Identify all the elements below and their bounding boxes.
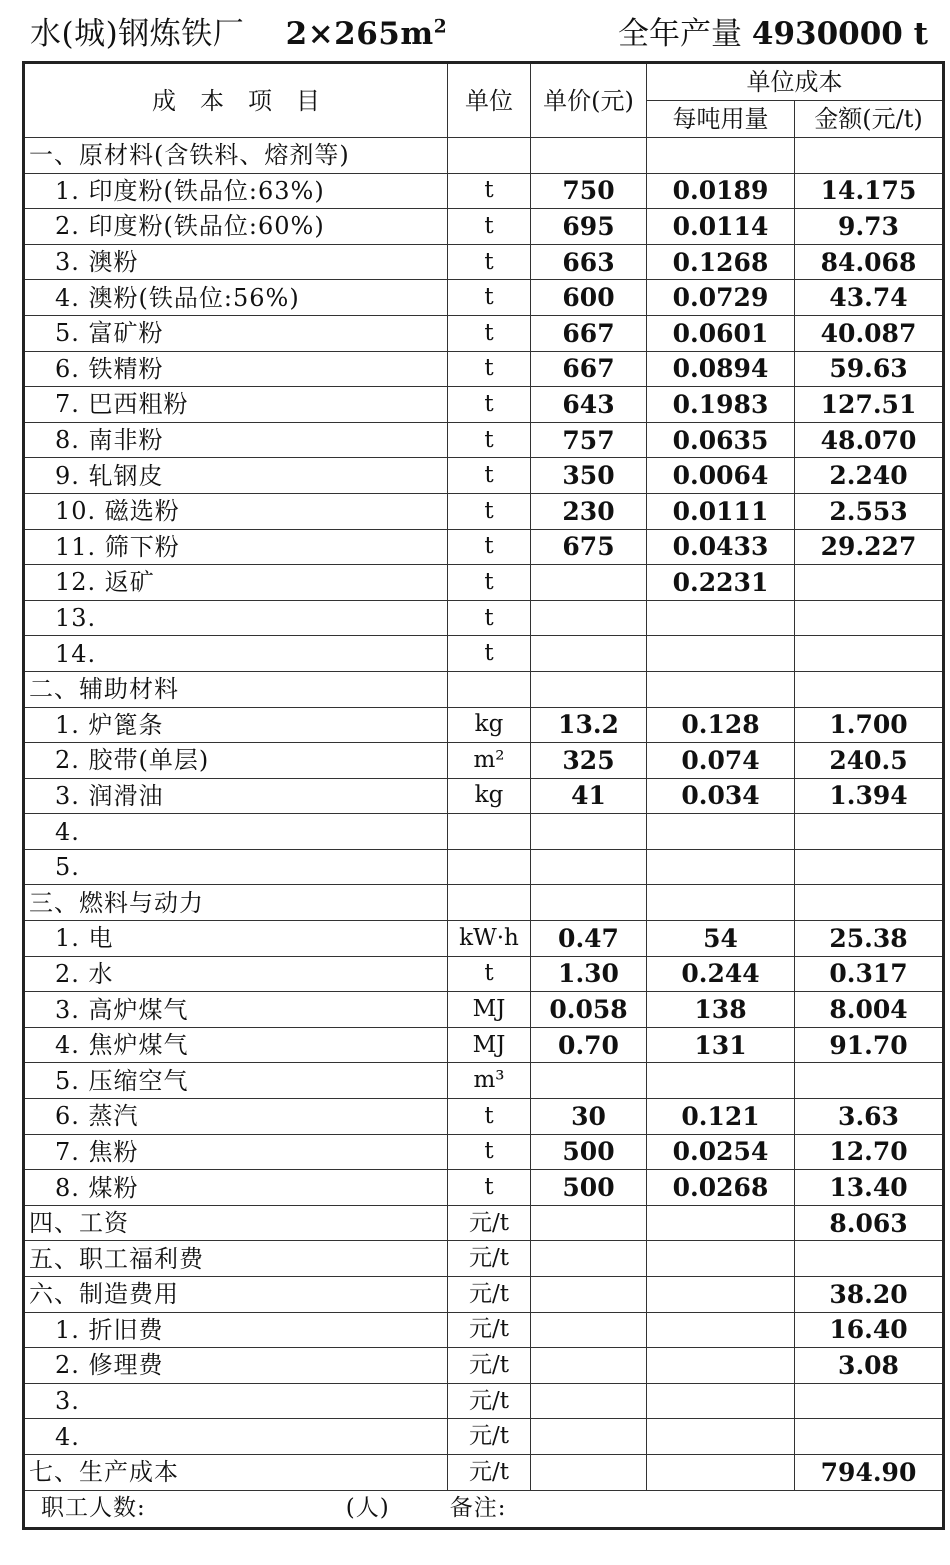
table-row	[24, 1454, 944, 1490]
cell-usage: 0.1983	[647, 387, 795, 423]
cell-price: 695	[531, 209, 647, 245]
cell-usage: 0.2231	[647, 565, 795, 601]
table-row	[24, 885, 944, 921]
col-header-usage: 每吨用量	[647, 101, 795, 138]
cell-unit: t	[448, 636, 531, 672]
cell-usage	[647, 600, 795, 636]
cell-unit: m²	[448, 743, 531, 779]
cell-unit: t	[448, 956, 531, 992]
cell-usage: 0.0894	[647, 351, 795, 387]
cell-unit: t	[448, 351, 531, 387]
annual-output-value: 4930000 t	[751, 16, 928, 52]
cell-usage	[647, 671, 795, 707]
cell-item: 3. 润滑油	[24, 778, 448, 814]
cell-usage: 0.1268	[647, 244, 795, 280]
table-row	[24, 778, 944, 814]
cell-unit: t	[448, 387, 531, 423]
cell-price: 13.2	[531, 707, 647, 743]
plant-title	[30, 8, 447, 53]
cell-item: 3. 澳粉	[24, 244, 448, 280]
cell-usage: 0.0189	[647, 173, 795, 209]
cell-price: 350	[531, 458, 647, 494]
cell-usage: 0.0114	[647, 209, 795, 245]
cell-usage	[647, 814, 795, 850]
table-row	[24, 1241, 944, 1277]
table-row	[24, 1383, 944, 1419]
cell-unit: t	[448, 209, 531, 245]
cell-unit: 元/t	[448, 1312, 531, 1348]
cell-usage: 0.0254	[647, 1134, 795, 1170]
cell-price: 0.70	[531, 1027, 647, 1063]
cell-unit	[448, 138, 531, 174]
table-row	[24, 173, 944, 209]
cell-unit: kg	[448, 778, 531, 814]
cell-unit: kW·h	[448, 921, 531, 957]
cell-amount: 84.068	[795, 244, 944, 280]
cell-amount	[795, 1241, 944, 1277]
cell-item: 七、生产成本	[24, 1454, 448, 1490]
cell-price: 663	[531, 244, 647, 280]
cell-amount: 0.317	[795, 956, 944, 992]
cell-unit: t	[448, 315, 531, 351]
col-header-price: 单价(元)	[531, 63, 647, 138]
annual-output	[618, 8, 928, 53]
annual-output-label: 全年产量	[618, 16, 743, 52]
cell-item: 9. 轧钢皮	[24, 458, 448, 494]
cell-usage: 138	[647, 992, 795, 1028]
table-row	[24, 1027, 944, 1063]
cell-price	[531, 1312, 647, 1348]
cell-item: 8. 煤粉	[24, 1170, 448, 1206]
cell-amount: 25.38	[795, 921, 944, 957]
table-row	[24, 315, 944, 351]
cell-usage	[647, 1419, 795, 1455]
table-row	[24, 209, 944, 245]
table-row	[24, 992, 944, 1028]
cell-item: 六、制造费用	[24, 1277, 448, 1313]
cell-unit	[448, 814, 531, 850]
cell-price	[531, 1241, 647, 1277]
cell-usage	[647, 1063, 795, 1099]
cell-unit: t	[448, 244, 531, 280]
cell-amount: 2.553	[795, 493, 944, 529]
cell-item: 6. 铁精粉	[24, 351, 448, 387]
cell-amount	[795, 1383, 944, 1419]
cell-price	[531, 636, 647, 672]
cell-amount: 9.73	[795, 209, 944, 245]
cell-price	[531, 885, 647, 921]
cell-usage	[647, 636, 795, 672]
table-row	[24, 707, 944, 743]
footer-row	[24, 1490, 944, 1528]
cell-unit	[448, 849, 531, 885]
cell-usage	[647, 1348, 795, 1384]
cell-usage	[647, 1241, 795, 1277]
cost-table	[22, 61, 945, 1530]
cell-item: 1. 折旧费	[24, 1312, 448, 1348]
cell-item: 2. 胶带(单层)	[24, 743, 448, 779]
cell-item: 二、辅助材料	[24, 671, 448, 707]
cell-price	[531, 1419, 647, 1455]
table-row	[24, 422, 944, 458]
cell-item: 5.	[24, 849, 448, 885]
cell-item: 3.	[24, 1383, 448, 1419]
cell-price: 667	[531, 315, 647, 351]
cell-item: 8. 南非粉	[24, 422, 448, 458]
cell-amount: 8.004	[795, 992, 944, 1028]
cell-unit: MJ	[448, 1027, 531, 1063]
cell-amount: 12.70	[795, 1134, 944, 1170]
cell-item: 10. 磁选粉	[24, 493, 448, 529]
cell-unit: t	[448, 458, 531, 494]
cell-unit: t	[448, 529, 531, 565]
cell-usage	[647, 1277, 795, 1313]
cell-usage: 0.0111	[647, 493, 795, 529]
cell-price	[531, 138, 647, 174]
cell-price: 1.30	[531, 956, 647, 992]
cell-item: 4. 澳粉(铁品位:56%)	[24, 280, 448, 316]
cell-usage	[647, 849, 795, 885]
cell-amount	[795, 1063, 944, 1099]
cell-price: 230	[531, 493, 647, 529]
table-row	[24, 956, 944, 992]
cell-usage	[647, 885, 795, 921]
cell-price	[531, 1205, 647, 1241]
cell-usage: 0.0729	[647, 280, 795, 316]
cell-unit: t	[448, 565, 531, 601]
staff-count-label: 职工人数:	[41, 1495, 146, 1522]
cell-price: 325	[531, 743, 647, 779]
table-row	[24, 1134, 944, 1170]
cell-unit: 元/t	[448, 1383, 531, 1419]
cell-amount	[795, 138, 944, 174]
cell-amount	[795, 885, 944, 921]
cell-amount: 48.070	[795, 422, 944, 458]
table-row	[24, 1348, 944, 1384]
cell-price: 41	[531, 778, 647, 814]
table-row	[24, 565, 944, 601]
cell-price	[531, 849, 647, 885]
cell-item: 5. 富矿粉	[24, 315, 448, 351]
cell-usage: 0.121	[647, 1099, 795, 1135]
table-row	[24, 1419, 944, 1455]
cell-price: 667	[531, 351, 647, 387]
cell-price	[531, 565, 647, 601]
cell-price	[531, 1277, 647, 1313]
cell-usage: 0.0433	[647, 529, 795, 565]
cell-price: 750	[531, 173, 647, 209]
cell-usage: 0.074	[647, 743, 795, 779]
cell-unit: 元/t	[448, 1419, 531, 1455]
cell-item: 四、工资	[24, 1205, 448, 1241]
cell-item: 11. 筛下粉	[24, 529, 448, 565]
cell-price	[531, 1454, 647, 1490]
cell-amount	[795, 600, 944, 636]
table-row	[24, 921, 944, 957]
cell-amount	[795, 814, 944, 850]
cell-price	[531, 600, 647, 636]
cell-amount	[795, 1419, 944, 1455]
table-row	[24, 458, 944, 494]
table-row	[24, 600, 944, 636]
table-row	[24, 814, 944, 850]
col-header-item: 成 本 项 目	[24, 63, 448, 138]
col-header-amount: 金额(元/t)	[795, 101, 944, 138]
cell-item: 14.	[24, 636, 448, 672]
cell-item: 2. 修理费	[24, 1348, 448, 1384]
cell-amount: 16.40	[795, 1312, 944, 1348]
cell-item: 1. 印度粉(铁品位:63%)	[24, 173, 448, 209]
table-row	[24, 529, 944, 565]
cell-usage: 131	[647, 1027, 795, 1063]
cell-amount: 59.63	[795, 351, 944, 387]
plant-name: 水(城)钢炼铁厂	[30, 16, 245, 52]
cell-item: 三、燃料与动力	[24, 885, 448, 921]
cell-item: 5. 压缩空气	[24, 1063, 448, 1099]
cell-unit	[448, 885, 531, 921]
cell-item: 五、职工福利费	[24, 1241, 448, 1277]
cell-amount: 794.90	[795, 1454, 944, 1490]
cell-usage	[647, 1312, 795, 1348]
cell-unit: 元/t	[448, 1348, 531, 1384]
cell-item: 7. 巴西粗粉	[24, 387, 448, 423]
cell-price: 643	[531, 387, 647, 423]
cell-usage: 0.244	[647, 956, 795, 992]
cell-amount: 8.063	[795, 1205, 944, 1241]
cell-item: 12. 返矿	[24, 565, 448, 601]
cell-unit: t	[448, 422, 531, 458]
cell-usage: 0.128	[647, 707, 795, 743]
col-header-unit: 单位	[448, 63, 531, 138]
cell-item: 13.	[24, 600, 448, 636]
cell-amount: 91.70	[795, 1027, 944, 1063]
table-row	[24, 280, 944, 316]
cell-price: 600	[531, 280, 647, 316]
cell-price: 675	[531, 529, 647, 565]
cell-price: 500	[531, 1170, 647, 1206]
staff-count-unit: (人)	[345, 1495, 390, 1522]
cell-item: 1. 电	[24, 921, 448, 957]
table-row	[24, 138, 944, 174]
cell-usage	[647, 1454, 795, 1490]
cell-item: 2. 水	[24, 956, 448, 992]
cell-usage	[647, 138, 795, 174]
cell-usage: 0.0064	[647, 458, 795, 494]
cell-item: 2. 印度粉(铁品位:60%)	[24, 209, 448, 245]
plant-capacity: $2\times 265m^2$	[285, 16, 448, 52]
cell-item: 4.	[24, 1419, 448, 1455]
cell-amount: 1.700	[795, 707, 944, 743]
cell-unit: t	[448, 1134, 531, 1170]
cell-item: 4. 焦炉煤气	[24, 1027, 448, 1063]
cell-amount: 14.175	[795, 173, 944, 209]
cell-amount: 3.63	[795, 1099, 944, 1135]
cell-price: 500	[531, 1134, 647, 1170]
cell-amount	[795, 849, 944, 885]
cell-price	[531, 1348, 647, 1384]
cell-unit: 元/t	[448, 1241, 531, 1277]
cell-usage	[647, 1205, 795, 1241]
table-row	[24, 387, 944, 423]
cell-amount: 40.087	[795, 315, 944, 351]
cell-amount: 2.240	[795, 458, 944, 494]
cell-amount	[795, 636, 944, 672]
cell-unit: kg	[448, 707, 531, 743]
cell-unit: t	[448, 493, 531, 529]
cell-amount: 1.394	[795, 778, 944, 814]
cell-usage: 54	[647, 921, 795, 957]
table-row	[24, 671, 944, 707]
cell-unit: 元/t	[448, 1454, 531, 1490]
cell-item: 4.	[24, 814, 448, 850]
cell-unit: t	[448, 280, 531, 316]
cell-price: 30	[531, 1099, 647, 1135]
cell-price	[531, 671, 647, 707]
document-header	[0, 0, 950, 58]
remarks-label: 备注:	[449, 1495, 507, 1522]
cell-item: 1. 炉篦条	[24, 707, 448, 743]
cell-unit: 元/t	[448, 1277, 531, 1313]
cell-amount: 3.08	[795, 1348, 944, 1384]
cell-unit	[448, 671, 531, 707]
cell-amount	[795, 565, 944, 601]
cell-amount: 38.20	[795, 1277, 944, 1313]
table-row	[24, 493, 944, 529]
cell-amount: 29.227	[795, 529, 944, 565]
table-row	[24, 244, 944, 280]
cell-price: 0.058	[531, 992, 647, 1028]
cell-price: 0.47	[531, 921, 647, 957]
cell-unit: t	[448, 1170, 531, 1206]
cell-amount: 127.51	[795, 387, 944, 423]
cell-price	[531, 1383, 647, 1419]
cell-usage	[647, 1383, 795, 1419]
table-row	[24, 1277, 944, 1313]
table-row	[24, 636, 944, 672]
cell-amount	[795, 671, 944, 707]
cell-item: 一、原材料(含铁料、熔剂等)	[24, 138, 448, 174]
cell-unit: 元/t	[448, 1205, 531, 1241]
table-row	[24, 1063, 944, 1099]
cell-price: 757	[531, 422, 647, 458]
table-row	[24, 849, 944, 885]
cell-usage: 0.034	[647, 778, 795, 814]
cell-amount: 13.40	[795, 1170, 944, 1206]
col-header-unit-cost: 单位成本	[647, 63, 944, 101]
cell-usage: 0.0601	[647, 315, 795, 351]
table-row	[24, 743, 944, 779]
cell-unit: t	[448, 1099, 531, 1135]
cell-usage: 0.0635	[647, 422, 795, 458]
cell-unit: t	[448, 600, 531, 636]
table-row	[24, 1099, 944, 1135]
cost-table-body	[24, 138, 944, 1491]
table-row	[24, 1170, 944, 1206]
table-row	[24, 1205, 944, 1241]
cell-item: 7. 焦粉	[24, 1134, 448, 1170]
cell-item: 6. 蒸汽	[24, 1099, 448, 1135]
cell-item: 3. 高炉煤气	[24, 992, 448, 1028]
table-row	[24, 1312, 944, 1348]
cell-amount: 43.74	[795, 280, 944, 316]
cell-amount: 240.5	[795, 743, 944, 779]
table-row	[24, 351, 944, 387]
cell-price	[531, 814, 647, 850]
cell-unit: MJ	[448, 992, 531, 1028]
cell-price	[531, 1063, 647, 1099]
cell-unit: m³	[448, 1063, 531, 1099]
cell-usage: 0.0268	[647, 1170, 795, 1206]
cell-unit: t	[448, 173, 531, 209]
